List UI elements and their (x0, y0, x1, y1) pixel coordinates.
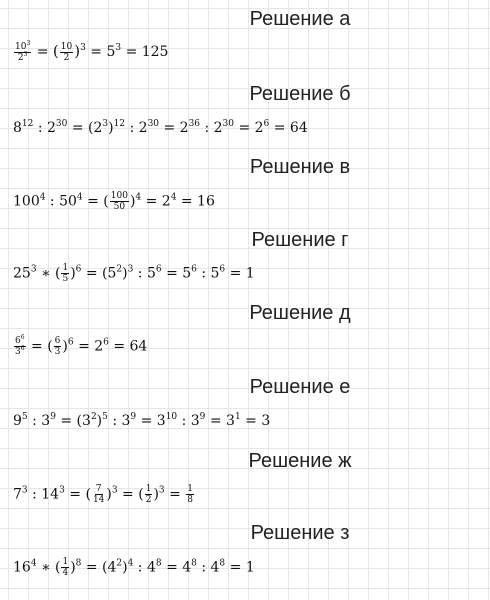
formula-zh: $7^3$ : $14^3$ = ( $\frac{7}{14}$ )$^3$ = ( $\frac{1}{2}$ )$^3$ = $\frac{1}{8}$ (13, 484, 194, 505)
solution-heading-a: Решение а (249, 8, 351, 30)
solution-heading-b: Решение б (249, 83, 351, 105)
formula-b: $8^{12}$ : $2^{30} = (2^3)^{12}$ : $2^{30} = 2^{36}$ : $2^{30} = 2^6 = 64$ (13, 119, 308, 136)
formula-a: $\frac{10^3}{2^3}$ = ( $\frac{10}{2}$ )$^3 = 5^3 = 125$ (15, 39, 169, 63)
solution-heading-zh: Решение ж (248, 450, 352, 472)
formula-z: $16^4$ ∗ ( $\frac{1}{4}$ )$^8 = (4^2)^4$ : $4^8 = 4^8$ : $4^8 = 1$ (13, 557, 255, 578)
solution-heading-e: Решение е (249, 376, 351, 398)
formula-d: $\frac{6^6}{3^6}$ = ( $\frac{6}{3}$ )$^6 = 2^6 = 64$ (15, 334, 148, 357)
solution-heading-v: Решение в (249, 156, 351, 178)
solution-heading-z: Решение з (250, 522, 350, 544)
formula-v: $100^4$ : $50^4$ = ( $\frac{100}{50}$ )$^4 = 2^4 = 16$ (13, 191, 215, 212)
formula-e: $9^5$ : $3^9 = (3^2)^5$ : $3^9 = 3^{10}$ : $3^9 = 3^1 = 3$ (13, 412, 271, 429)
solution-heading-g: Решение г (251, 229, 349, 251)
solution-heading-d: Решение д (249, 302, 351, 324)
formula-g: $25^3$ ∗ ( $\frac{1}{5}$ )$^6 = (5^2)^3$ : $5^6 = 5^6$ : $5^6 = 1$ (13, 263, 255, 284)
